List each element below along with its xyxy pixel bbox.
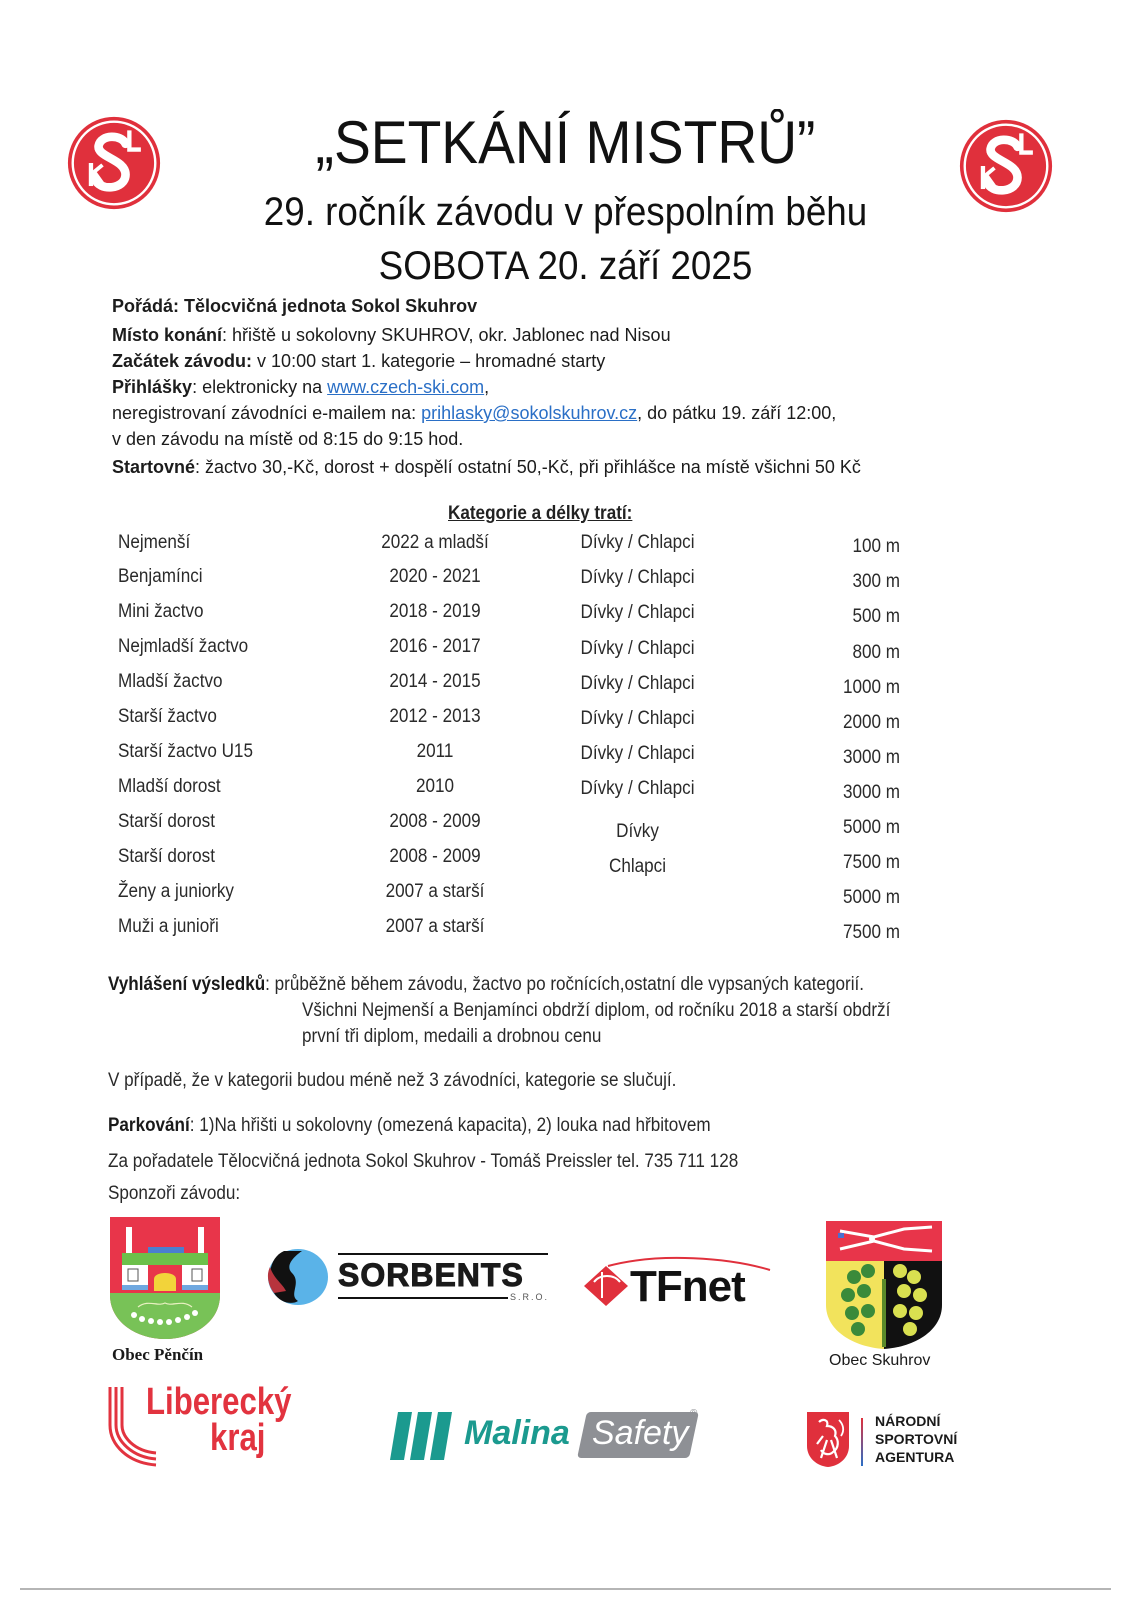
category-years: 2007 a starší — [385, 881, 485, 902]
parking-label: Parkování — [108, 1115, 190, 1136]
results-line-3: první tři diplom, medaili a drobnou cenu — [302, 1026, 602, 1047]
merge-note: V případě, že v kategorii budou méně než 3 závodníci, kategorie se slučují. — [108, 1070, 677, 1091]
czech-lion-icon — [805, 1410, 851, 1468]
email-line — [112, 400, 836, 426]
venue-value: : hřiště u sokolovny SKUHROV, okr. Jablonec nad Nisou — [222, 325, 671, 345]
nsa-line-3: AGENTURA — [875, 1449, 955, 1465]
category-distance: 7500 m — [842, 852, 900, 873]
category-name: Mladší dorost — [118, 776, 221, 797]
malina-safety: Safety — [592, 1414, 689, 1452]
venue-label: Místo konání — [112, 325, 223, 345]
category-years: 2010 — [415, 776, 455, 797]
venue-line — [112, 322, 671, 348]
category-distance: 7500 m — [842, 922, 900, 943]
malina-safety-logo — [388, 1408, 708, 1464]
registration-comma: , — [484, 377, 490, 397]
parking-line — [108, 1113, 711, 1138]
sorbents-suffix: S.R.O. — [510, 1292, 550, 1302]
organizer-line — [112, 293, 477, 319]
tfnet-name: TFnet — [630, 1262, 745, 1311]
email-suffix: , do pátku 19. září 12:00, — [637, 403, 837, 423]
category-gender: Dívky / Chlapci — [580, 532, 695, 553]
onsite-line: v den závodu na místě od 8:15 do 9:15 hod. — [112, 429, 464, 449]
category-distance: 100 m — [852, 536, 900, 557]
category-name: Mladší žactvo — [118, 671, 223, 692]
category-years: 2011 — [416, 741, 454, 762]
category-gender: Dívky / Chlapci — [580, 708, 695, 729]
fee-line — [112, 454, 861, 480]
category-distance: 3000 m — [842, 782, 900, 803]
registration-link[interactable]: www.czech-ski.com — [327, 377, 485, 397]
malina-name: Malina — [464, 1414, 570, 1452]
category-gender: Dívky / Chlapci — [580, 778, 695, 799]
category-distance: 5000 m — [842, 887, 900, 908]
category-name: Starší dorost — [118, 846, 215, 867]
pencin-coat-of-arms — [108, 1215, 222, 1341]
page-title: „SETKÁNÍ MISTRŮ” — [315, 109, 816, 176]
nsa-text — [875, 1412, 957, 1466]
category-years: 2007 a starší — [385, 916, 485, 937]
tfnet-logo — [580, 1252, 780, 1322]
sponsors-heading: Sponzoři závodu: — [108, 1183, 241, 1204]
category-name: Benjamínci — [118, 566, 203, 587]
sorbents-name: SORBENTS — [338, 1257, 524, 1293]
nsa-logo — [805, 1410, 985, 1472]
category-years: 2020 - 2021 — [389, 566, 481, 587]
fee-label: Startovné — [112, 457, 196, 477]
category-years: 2008 - 2009 — [389, 846, 481, 867]
start-label: Začátek závodu: — [112, 351, 253, 371]
registration-line — [112, 374, 489, 400]
skuhrov-coat-of-arms — [824, 1219, 944, 1351]
nsa-line-2: SPORTOVNÍ — [875, 1431, 958, 1447]
start-value: v 10:00 start 1. kategorie – hromadné starty — [252, 351, 606, 371]
category-years: 2018 - 2019 — [389, 601, 481, 622]
registration-value: : elektronicky na — [192, 377, 328, 397]
category-distance: 1000 m — [842, 677, 900, 698]
category-years: 2014 - 2015 — [389, 671, 481, 692]
category-name: Mini žactvo — [118, 601, 204, 622]
results-text-1: : průběžně během závodu, žactvo po ročnících,ostatní dle vypsaných kategorií. — [265, 974, 864, 995]
liberecky-kraj-logo — [106, 1381, 326, 1469]
start-line — [112, 348, 605, 374]
page-subtitle: 29. ročník závodu v přespolním běhu — [263, 190, 868, 234]
category-name: Muži a junioři — [118, 916, 219, 937]
nsa-line-1: NÁRODNÍ — [875, 1413, 941, 1429]
category-distance: 2000 m — [842, 712, 900, 733]
category-name: Starší žactvo U15 — [118, 741, 253, 762]
category-name: Starší žactvo — [118, 706, 217, 727]
pencin-caption: Obec Pěnčín — [112, 1345, 204, 1364]
organizer-label: Pořádá: Tělocvičná jednota Sokol Skuhrov — [112, 296, 478, 316]
category-distance: 3000 m — [842, 747, 900, 768]
nsa-divider — [861, 1418, 863, 1466]
category-name: Starší dorost — [118, 811, 215, 832]
parking-value: : 1)Na hřišti u sokolovny (omezená kapacita), 2) louka nad hřbitovem — [189, 1115, 711, 1136]
category-name: Ženy a juniorky — [118, 881, 234, 902]
sorbents-icon — [262, 1247, 330, 1307]
malina-reg-mark: ® — [690, 1408, 698, 1419]
category-years: 2012 - 2013 — [389, 706, 481, 727]
results-label: Vyhlášení výsledků — [108, 974, 266, 995]
skuhrov-caption: Obec Skuhrov — [829, 1352, 931, 1369]
categories-heading: Kategorie a délky tratí: — [448, 503, 633, 524]
email-prefix: neregistrovaní závodníci e-mailem na: — [112, 403, 422, 423]
category-gender: Dívky / Chlapci — [580, 673, 695, 694]
category-years: 2016 - 2017 — [389, 636, 481, 657]
liberec-line-2: kraj — [210, 1417, 266, 1459]
category-name: Nejmenší — [118, 532, 191, 553]
malina-stripes-icon — [388, 1410, 460, 1462]
category-years: 2008 - 2009 — [389, 811, 481, 832]
results-line-2: Všichni Nejmenší a Benjamínci obdrží diplom, od ročníku 2018 a starší obdrží — [302, 1000, 891, 1021]
fee-value: : žactvo 30,-Kč, dorost + dospělí ostatní 50,-Kč, při přihlášce na místě všichni 50 Kč — [195, 457, 861, 477]
category-gender: Chlapci — [608, 856, 667, 877]
registration-label: Přihlášky — [112, 377, 193, 397]
category-gender: Dívky / Chlapci — [580, 602, 695, 623]
category-gender: Dívky — [616, 821, 659, 842]
category-gender: Dívky / Chlapci — [580, 638, 695, 659]
sorbents-logo — [262, 1247, 552, 1307]
category-years: 2022 a mladší — [381, 532, 489, 553]
contact-line: Za pořadatele Tělocvičná jednota Sokol Skuhrov - Tomáš Preissler tel. 735 711 128 — [108, 1151, 739, 1172]
category-gender: Dívky / Chlapci — [580, 567, 695, 588]
page-bottom-edge — [20, 1588, 1111, 1590]
category-gender: Dívky / Chlapci — [580, 743, 695, 764]
category-distance: 300 m — [852, 571, 900, 592]
liberec-line-1: Liberecký — [146, 1381, 292, 1423]
category-distance: 5000 m — [842, 817, 900, 838]
results-line-1 — [108, 972, 864, 997]
category-name: Nejmladší žactvo — [118, 636, 249, 657]
event-date: SOBOTA 20. září 2025 — [378, 244, 753, 288]
email-link[interactable]: prihlasky@sokolskuhrov.cz — [421, 403, 638, 423]
category-distance: 500 m — [852, 606, 900, 627]
category-distance: 800 m — [852, 642, 900, 663]
